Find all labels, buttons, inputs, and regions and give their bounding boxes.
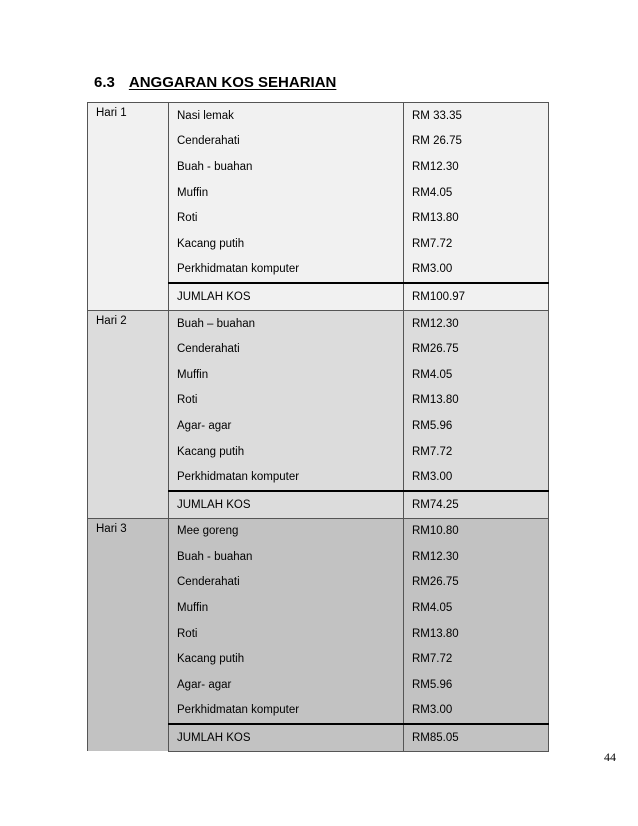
table-row xyxy=(88,310,549,336)
total-value: RM74.25 xyxy=(404,491,549,518)
item-price: RM7.72 xyxy=(404,231,549,257)
item-name: Agar- agar xyxy=(169,672,404,698)
item-name: Perkhidmatan komputer xyxy=(169,698,404,725)
total-label: JUMLAH KOS xyxy=(169,283,404,310)
total-label: JUMLAH KOS xyxy=(169,724,404,751)
item-price: RM3.00 xyxy=(404,257,549,284)
item-price: RM3.00 xyxy=(404,464,549,491)
item-name: Buah - buahan xyxy=(169,154,404,180)
item-name: Roti xyxy=(169,205,404,231)
table-row xyxy=(88,518,549,544)
item-price: RM12.30 xyxy=(404,154,549,180)
item-price: RM13.80 xyxy=(404,621,549,647)
item-name: Muffin xyxy=(169,362,404,388)
item-price: RM10.80 xyxy=(404,518,549,544)
item-name: Buah - buahan xyxy=(169,544,404,570)
daily-cost-table xyxy=(87,102,549,752)
item-price: RM7.72 xyxy=(404,439,549,465)
item-price: RM7.72 xyxy=(404,646,549,672)
section-heading xyxy=(94,74,336,91)
item-price: RM3.00 xyxy=(404,698,549,725)
day-label: Hari 3 xyxy=(88,518,169,751)
item-price: RM 33.35 xyxy=(404,103,549,129)
item-price: RM5.96 xyxy=(404,672,549,698)
section-number: 6.3 xyxy=(94,74,115,91)
item-price: RM12.30 xyxy=(404,544,549,570)
day-label: Hari 2 xyxy=(88,310,169,518)
total-value: RM85.05 xyxy=(404,724,549,751)
item-name: Roti xyxy=(169,621,404,647)
item-name: Kacang putih xyxy=(169,231,404,257)
item-name: Kacang putih xyxy=(169,646,404,672)
item-price: RM 26.75 xyxy=(404,129,549,155)
page-number: 44 xyxy=(604,750,616,764)
item-name: Mee goreng xyxy=(169,518,404,544)
total-label: JUMLAH KOS xyxy=(169,491,404,518)
item-price: RM5.96 xyxy=(404,413,549,439)
item-name: Perkhidmatan komputer xyxy=(169,464,404,491)
item-name: Kacang putih xyxy=(169,439,404,465)
item-price: RM4.05 xyxy=(404,180,549,206)
item-name: Cenderahati xyxy=(169,336,404,362)
item-name: Roti xyxy=(169,388,404,414)
item-name: Cenderahati xyxy=(169,129,404,155)
item-name: Agar- agar xyxy=(169,413,404,439)
item-name: Muffin xyxy=(169,180,404,206)
item-name: Buah – buahan xyxy=(169,310,404,336)
total-value: RM100.97 xyxy=(404,283,549,310)
item-price: RM26.75 xyxy=(404,570,549,596)
table-row xyxy=(88,103,549,129)
item-price: RM26.75 xyxy=(404,336,549,362)
item-price: RM4.05 xyxy=(404,595,549,621)
item-price: RM12.30 xyxy=(404,310,549,336)
item-price: RM13.80 xyxy=(404,205,549,231)
item-price: RM4.05 xyxy=(404,362,549,388)
item-name: Perkhidmatan komputer xyxy=(169,257,404,284)
day-label: Hari 1 xyxy=(88,103,169,311)
item-name: Muffin xyxy=(169,595,404,621)
item-name: Nasi lemak xyxy=(169,103,404,129)
item-price: RM13.80 xyxy=(404,388,549,414)
section-title: ANGGARAN KOS SEHARIAN xyxy=(128,74,337,91)
item-name: Cenderahati xyxy=(169,570,404,596)
